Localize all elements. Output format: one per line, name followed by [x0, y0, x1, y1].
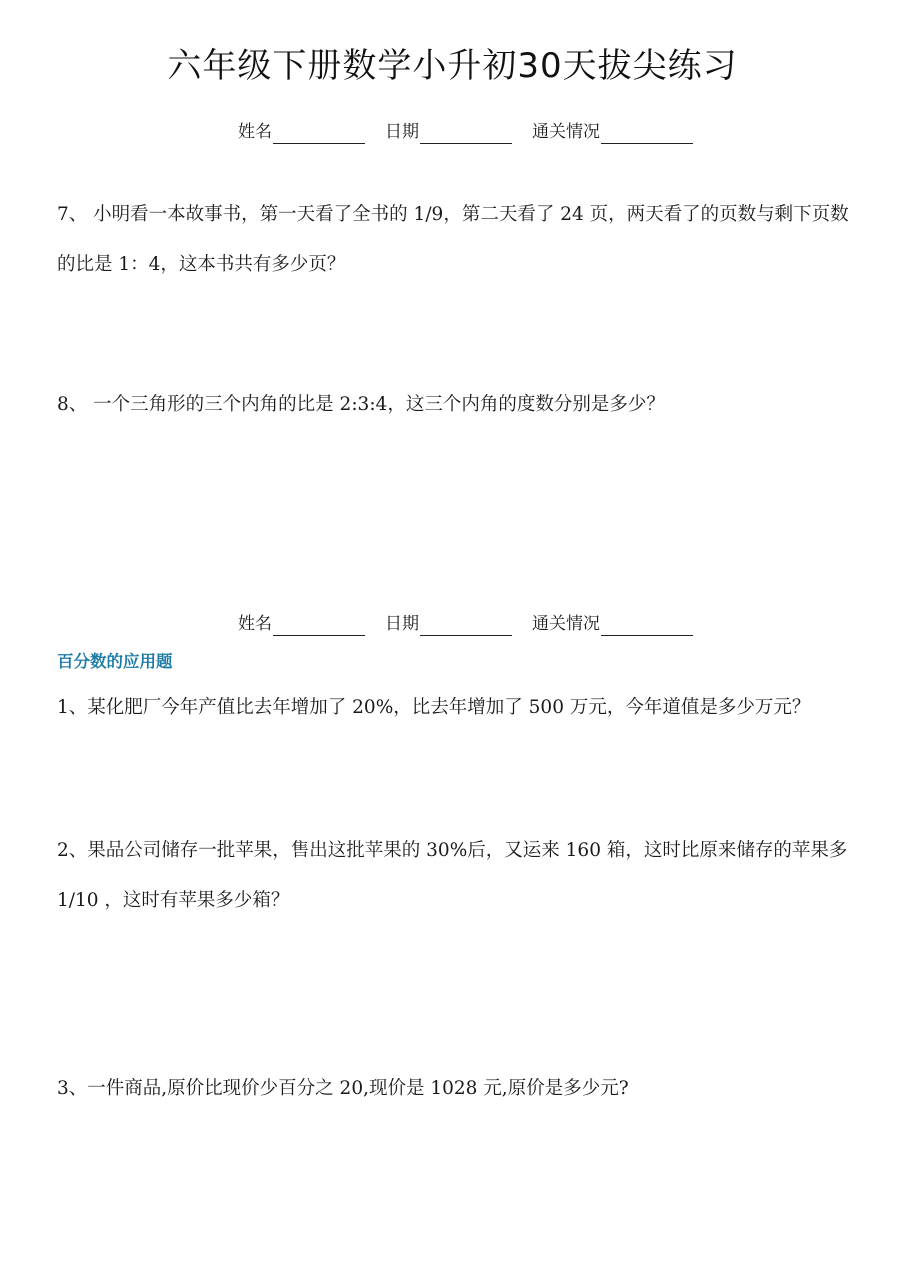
question-number: 7、 [57, 204, 88, 225]
question-number: 2、 [57, 840, 88, 861]
question-number: 3、 [57, 1078, 88, 1099]
status-field[interactable] [532, 120, 693, 144]
page-title: 六年级下册数学小升初30天拔尖练习 [167, 46, 738, 86]
question-text: 一个三角形的三个内角的比是 2:3:4，这三个内角的度数分别是多少？ [87, 394, 665, 415]
status-label: 通关情况 [532, 614, 600, 634]
question-text: 某化肥厂今年产值比去年增加了 20%，比去年增加了 500 万元，今年道值是多少万元？ [87, 697, 811, 718]
section-heading: 百分数的应用题 [57, 652, 173, 671]
status-blank-line[interactable] [601, 123, 693, 144]
question-8 [57, 380, 857, 430]
question-text: 小明看一本故事书，第一天看了全书的 1/9，第二天看了 24 页，两天看了的页数与剩下页数的比是 1：4，这本书共有多少页？ [57, 204, 849, 275]
percent-question-3 [57, 1064, 857, 1114]
status-field[interactable] [532, 612, 693, 636]
name-label: 姓名 [238, 614, 272, 634]
date-label: 日期 [385, 614, 419, 634]
date-blank-line[interactable] [420, 123, 512, 144]
percent-question-1 [57, 683, 857, 733]
name-label: 姓名 [238, 122, 272, 142]
name-blank-line[interactable] [273, 615, 365, 636]
student-info-row-bottom [238, 608, 693, 636]
date-blank-line[interactable] [420, 615, 512, 636]
question-number: 1、 [57, 697, 88, 718]
student-info-row-top [238, 116, 693, 144]
question-7 [57, 190, 857, 290]
date-label: 日期 [385, 122, 419, 142]
question-text: 一件商品,原价比现价少百分之 20,现价是 1028 元,原价是多少元? [87, 1078, 629, 1099]
name-blank-line[interactable] [273, 123, 365, 144]
name-field[interactable] [238, 612, 365, 636]
percent-question-2 [57, 826, 857, 926]
name-field[interactable] [238, 120, 365, 144]
date-field[interactable] [385, 612, 512, 636]
question-text: 果品公司储存一批苹果，售出这批苹果的 30%后，又运来 160 箱，这时比原来储存的苹果多 1/10 ，这时有苹果多少箱？ [57, 840, 848, 911]
question-number: 8、 [57, 394, 88, 415]
status-blank-line[interactable] [601, 615, 693, 636]
date-field[interactable] [385, 120, 512, 144]
status-label: 通关情况 [532, 122, 600, 142]
